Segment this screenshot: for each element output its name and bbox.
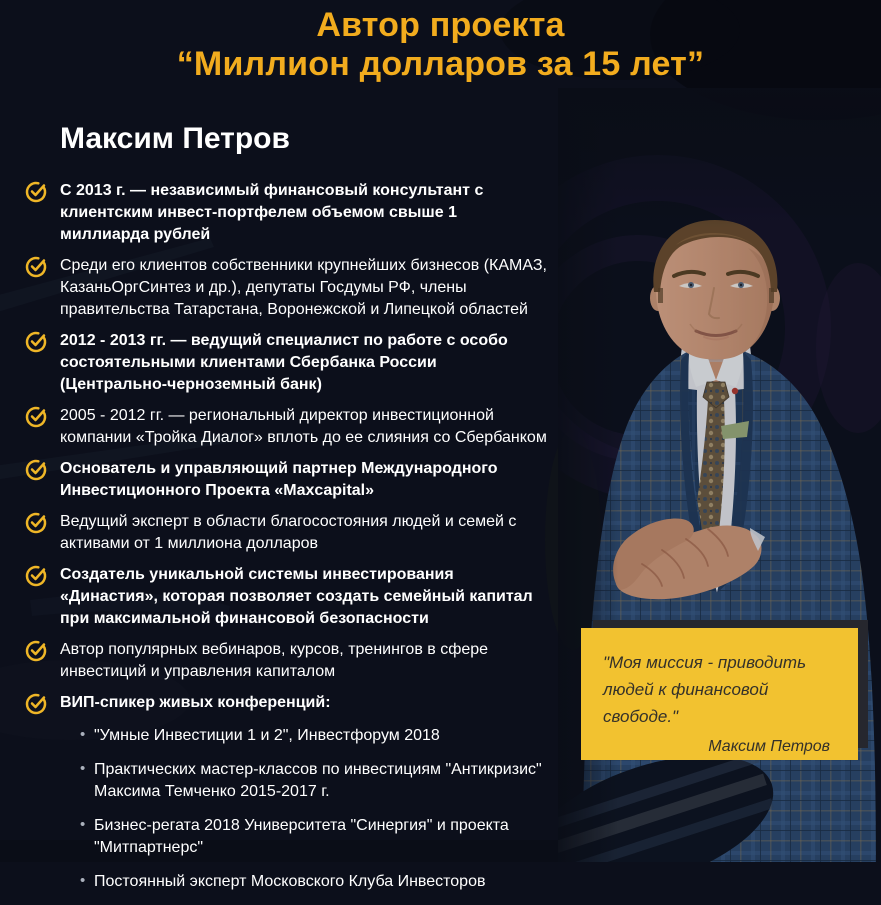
conference-item bbox=[80, 815, 554, 859]
dot-icon: • bbox=[80, 816, 86, 833]
check-circle-icon bbox=[24, 692, 48, 716]
achievement-text: 2012 - 2013 гг. — ведущий специалист по работе с особо состоятельными клиентами Сбербанка России (Центрально-черноземный банк) bbox=[60, 332, 508, 393]
achievement-item bbox=[24, 564, 548, 630]
check-circle-icon bbox=[24, 639, 48, 663]
page-title-line1: Автор проекта bbox=[316, 6, 565, 44]
page-title-line2: “Миллион долларов за 15 лет” bbox=[176, 45, 705, 83]
person-name: Максим Петров bbox=[60, 122, 290, 155]
achievement-item bbox=[24, 255, 548, 321]
quote-text: "Моя миссия - приводить людей к финансовой свободе." bbox=[603, 653, 807, 726]
quote-card bbox=[581, 628, 858, 760]
check-circle-icon bbox=[24, 330, 48, 354]
achievement-text: Среди его клиентов собственники крупнейших бизнесов (КАМАЗ, КазаньОргСинтез и др.), депутаты Госдумы РФ, члены правительства Татарстана, Воронежской и Липецкой областей bbox=[60, 257, 547, 318]
achievement-text: Основатель и управляющий партнер Международного Инвестиционного Проекта «Maxcapital» bbox=[60, 460, 498, 499]
check-circle-icon bbox=[24, 180, 48, 204]
achievement-text: ВИП-спикер живых конференций: bbox=[60, 694, 331, 711]
achievement-item bbox=[24, 692, 548, 716]
check-circle-icon bbox=[24, 255, 48, 279]
achievements-list bbox=[24, 180, 572, 716]
dot-icon: • bbox=[80, 760, 86, 777]
achievement-item bbox=[24, 639, 548, 683]
achievement-item bbox=[24, 458, 548, 502]
achievement-item bbox=[24, 511, 548, 555]
conference-text: Бизнес-регата 2018 Университета "Синергия" и проекта "Митпартнерс" bbox=[94, 817, 509, 856]
check-circle-icon bbox=[24, 405, 48, 429]
conference-item bbox=[80, 725, 554, 747]
achievement-text: Автор популярных вебинаров, курсов, тренингов в сфере инвестиций и управления капиталом bbox=[60, 641, 489, 680]
achievement-text: С 2013 г. — независимый финансовый консультант с клиентским инвест-портфелем объемом свыше 1 миллиарда рублей bbox=[60, 182, 484, 243]
dot-icon: • bbox=[80, 726, 86, 743]
content-column bbox=[24, 122, 572, 905]
achievement-item bbox=[24, 180, 548, 246]
quote-author: Максим Петров bbox=[708, 738, 830, 755]
conference-item bbox=[80, 871, 554, 893]
conference-item bbox=[80, 759, 554, 803]
conferences-list bbox=[80, 725, 572, 893]
conference-text: "Умные Инвестиции 1 и 2", Инвестфорум 2018 bbox=[94, 727, 440, 744]
check-circle-icon bbox=[24, 511, 48, 535]
achievement-text: Создатель уникальной системы инвестирования «Династия», которая позволяет создать семейный капитал при максимальной финансовой безопасности bbox=[60, 566, 533, 627]
achievement-item bbox=[24, 330, 548, 396]
achievement-text: 2005 - 2012 гг. — региональный директор инвестиционной компании «Тройка Диалог» вплоть до ее слияния со Сбербанком bbox=[60, 407, 547, 446]
check-circle-icon bbox=[24, 458, 48, 482]
conference-text: Постоянный эксперт Московского Клуба Инвесторов bbox=[94, 873, 486, 890]
conference-text: Практических мастер-классов по инвестициям "Антикризис" Максима Темченко 2015-2017 г. bbox=[94, 761, 542, 800]
check-circle-icon bbox=[24, 564, 48, 588]
achievement-text: Ведущий эксперт в области благосостояния людей и семей с активами от 1 миллиона долларов bbox=[60, 513, 517, 552]
dot-icon: • bbox=[80, 872, 86, 889]
page-title bbox=[0, 6, 881, 84]
achievement-item bbox=[24, 405, 548, 449]
